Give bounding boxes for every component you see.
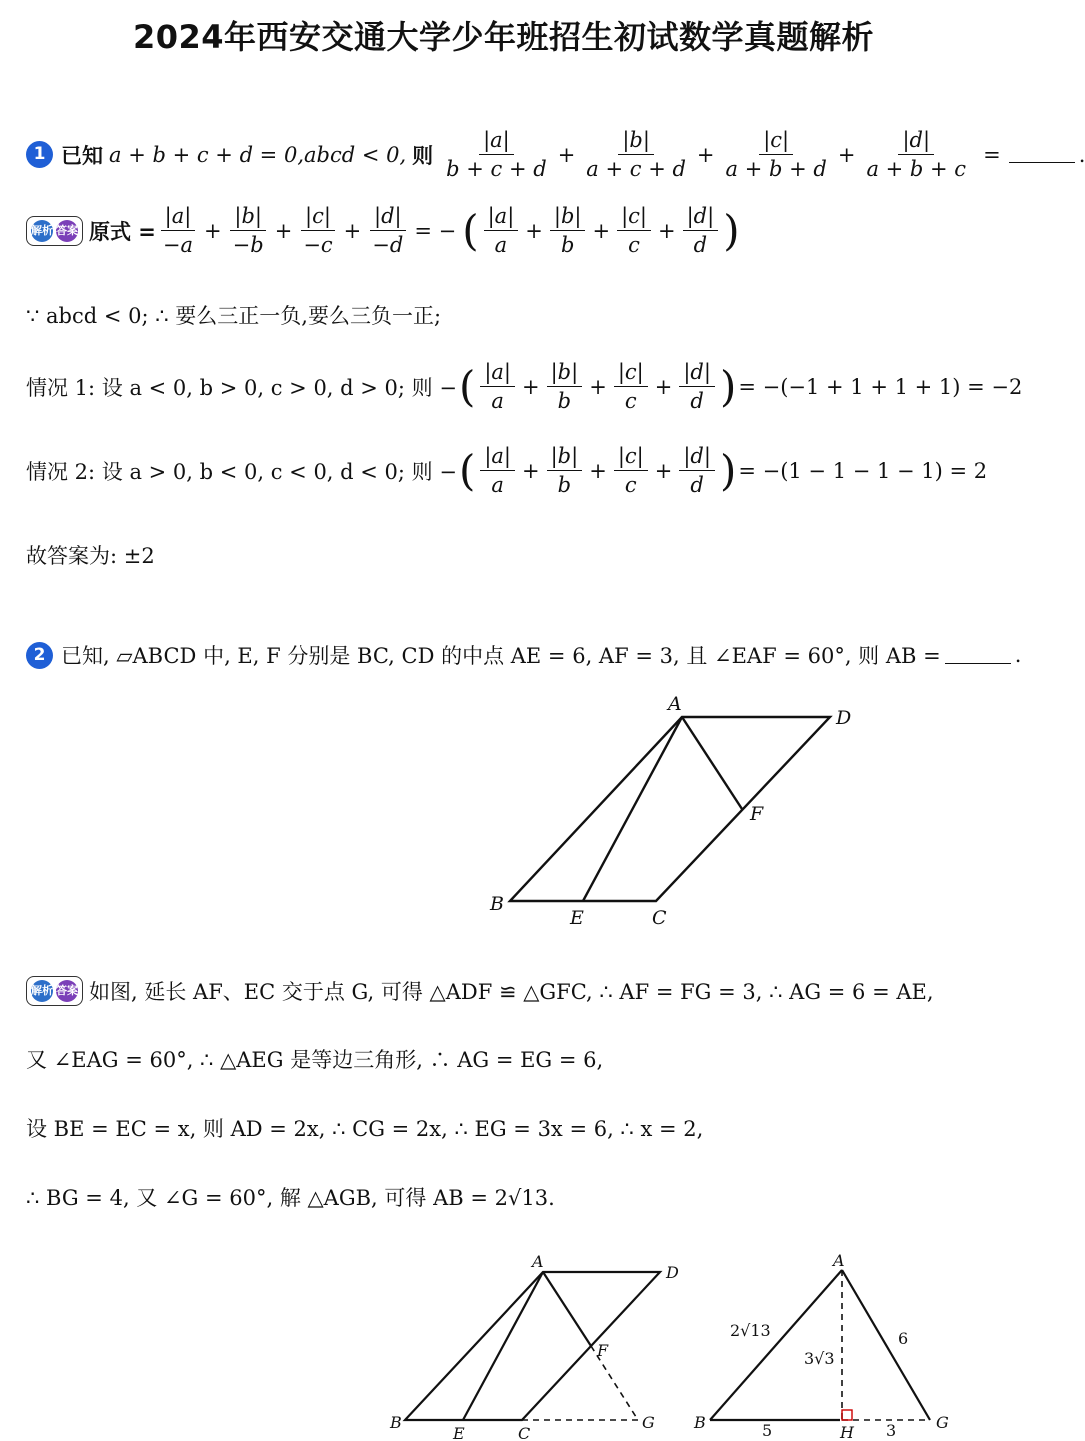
sol1-case-1 [26, 360, 1022, 413]
label-a: A [532, 1252, 544, 1271]
sol1-inner-c: $\frac{|c|}{c}$ [617, 204, 651, 257]
sol1-case-2 [26, 444, 987, 497]
sol1-frac-b: $\frac{|b|}{-b}$ [229, 204, 268, 257]
left-paren: ( [458, 361, 476, 411]
figure-parallelogram [480, 690, 880, 930]
period: . [1014, 643, 1022, 667]
case1-prefix: 情况 1: 设 a < 0, b > 0, c > 0, d > 0; 则 − [26, 375, 457, 400]
case1-frac-b: $\frac{|b|}{b}$ [547, 360, 583, 413]
question-2 [26, 640, 1021, 670]
plus-sign: + [696, 142, 715, 167]
question-number-badge: 1 [26, 141, 53, 168]
label-b: B [694, 1413, 706, 1432]
label-d: D [666, 1263, 679, 1282]
parallelogram-abcd-2 [405, 1272, 660, 1420]
solution-2-line-3: 设 BE = EC = x, 则 AD = 2x, ∴ CG = 2x, ∴ EG = 3x = 6, ∴ x = 2, [26, 1117, 704, 1141]
label-g: G [642, 1413, 655, 1432]
plus-sign: + [654, 458, 673, 483]
solution-2-line-4: ∴ BG = 4, 又 ∠G = 60°, 解 △AGB, 可得 AB = 2√13. [26, 1186, 555, 1210]
analysis-icon: 解析 [31, 220, 53, 242]
sol2-line1-text: 如图, 延长 AF、EC 交于点 G, 可得 △ADF ≌ △GFC, ∴ AF = FG = 3, ∴ AG = 6 = AE, [89, 980, 934, 1004]
case1-frac-c: $\frac{|c|}{c}$ [614, 360, 648, 413]
sol1-answer: 故答案为: ±2 [26, 544, 155, 568]
segment-af-2 [543, 1272, 591, 1346]
label-d: D [836, 707, 852, 729]
right-paren: ) [723, 205, 740, 255]
analysis-badge [26, 976, 83, 1006]
right-angle-mark [842, 1410, 852, 1420]
sol1-label: 原式 = [89, 219, 156, 244]
sol1-frac-a: $\frac{|a|}{-a}$ [159, 204, 197, 257]
case2-result: = −(1 − 1 − 1 − 1) = 2 [738, 458, 988, 483]
answer-blank [1009, 162, 1075, 163]
sol1-frac-c: $\frac{|c|}{-c}$ [299, 204, 336, 257]
case1-frac-a: $\frac{|a|}{a}$ [480, 360, 515, 413]
sol1-inner-b: $\frac{|b|}{b}$ [550, 204, 586, 257]
sol1-because: ∵ abcd < 0; ∴ 要么三正一负,要么三负一正; [26, 304, 442, 328]
plus-sign: + [837, 142, 856, 167]
case2-frac-a: $\frac{|a|}{a}$ [480, 444, 515, 497]
left-paren: ( [458, 445, 476, 495]
case2-frac-d: $\frac{|d|}{d}$ [679, 444, 715, 497]
figure-triangle [690, 1252, 980, 1441]
label-f: F [597, 1341, 609, 1360]
case2-frac-b: $\frac{|b|}{b}$ [547, 444, 583, 497]
label-c: C [518, 1424, 531, 1441]
case1-frac-d: $\frac{|d|}{d}$ [679, 360, 715, 413]
plus-sign: + [343, 218, 362, 243]
q1-fraction-a: $\frac{|a|}{b + c + d}$ [446, 128, 547, 182]
answer-icon: 答案 [56, 980, 78, 1002]
plus-sign: + [654, 374, 673, 399]
plus-sign: + [522, 374, 540, 399]
plus-sign: + [525, 218, 543, 243]
label-a: A [833, 1251, 845, 1270]
q1-fraction-c: $\frac{|c|}{a + b + d}$ [725, 128, 827, 182]
case2-prefix: 情况 2: 设 a > 0, b < 0, c < 0, d < 0; 则 − [26, 459, 457, 484]
case2-frac-c: $\frac{|c|}{c}$ [614, 444, 648, 497]
answer-blank [945, 663, 1011, 664]
equals-sign: = [983, 142, 1001, 167]
label-b: B [390, 1413, 402, 1432]
analysis-badge [26, 216, 83, 246]
segment-ae [583, 717, 682, 901]
length-ab: 2√13 [730, 1321, 771, 1340]
page-title: 2024年西安交通大学少年班招生初试数学真题解析 [132, 18, 875, 56]
case1-result: = −(−1 + 1 + 1 + 1) = −2 [738, 374, 1023, 399]
solution-2-line-2: 又 ∠EAG = 60°, ∴ △AEG 是等边三角形, ∴ AG = EG = 6, [26, 1048, 604, 1072]
question-number-badge: 2 [26, 642, 53, 669]
plus-sign: + [592, 218, 611, 243]
length-hg: 3 [886, 1421, 897, 1440]
q1-condition: a + b + c + d = 0,abcd < 0, [109, 142, 407, 167]
q2-text: 已知, ▱ABCD 中, E, F 分别是 BC, CD 的中点 AE = 6, AF = 3, 且 ∠EAF = 60°, 则 AB = [61, 644, 941, 668]
plus-sign: + [658, 218, 676, 243]
q1-then: 则 [412, 143, 434, 168]
length-ag: 6 [898, 1329, 909, 1348]
label-e: E [453, 1424, 465, 1441]
question-1 [26, 128, 1085, 181]
segment-ag [842, 1270, 930, 1420]
solution-1-formula [26, 204, 742, 257]
plus-sign: + [522, 458, 540, 483]
plus-sign: + [274, 218, 293, 243]
segment-af [682, 717, 742, 809]
left-paren: ( [462, 205, 479, 255]
q1-fraction-d: $\frac{|d|}{a + b + c}$ [866, 128, 967, 182]
length-ah: 3√3 [804, 1349, 835, 1368]
segment-ab [710, 1270, 842, 1420]
label-a: A [668, 693, 682, 715]
label-c: C [652, 907, 667, 929]
label-f: F [750, 803, 764, 825]
right-paren: ) [719, 361, 737, 411]
right-paren: ) [719, 445, 737, 495]
solution-2-line-1 [26, 976, 934, 1006]
parallelogram-abcd [510, 717, 830, 901]
plus-sign: + [204, 218, 222, 243]
plus-sign: + [589, 458, 607, 483]
sol1-inner-a: $\frac{|a|}{a}$ [484, 204, 519, 257]
sol1-frac-d: $\frac{|d|}{-d}$ [368, 204, 407, 257]
q1-fraction-b: $\frac{|b|}{a + c + d}$ [586, 128, 686, 182]
equals-negative: = − [414, 218, 457, 243]
sol1-inner-d: $\frac{|d|}{d}$ [683, 204, 719, 257]
label-e: E [570, 907, 584, 929]
label-b: B [490, 893, 504, 915]
length-bh: 5 [762, 1421, 773, 1440]
label-h: H [840, 1423, 854, 1441]
q1-prefix: 已知 [61, 143, 103, 168]
figure-extended [380, 1252, 700, 1441]
plus-sign: + [589, 374, 607, 399]
period: . [1078, 142, 1085, 167]
label-g: G [936, 1413, 949, 1432]
plus-sign: + [557, 142, 576, 167]
answer-icon: 答案 [56, 220, 78, 242]
analysis-icon: 解析 [31, 980, 53, 1002]
